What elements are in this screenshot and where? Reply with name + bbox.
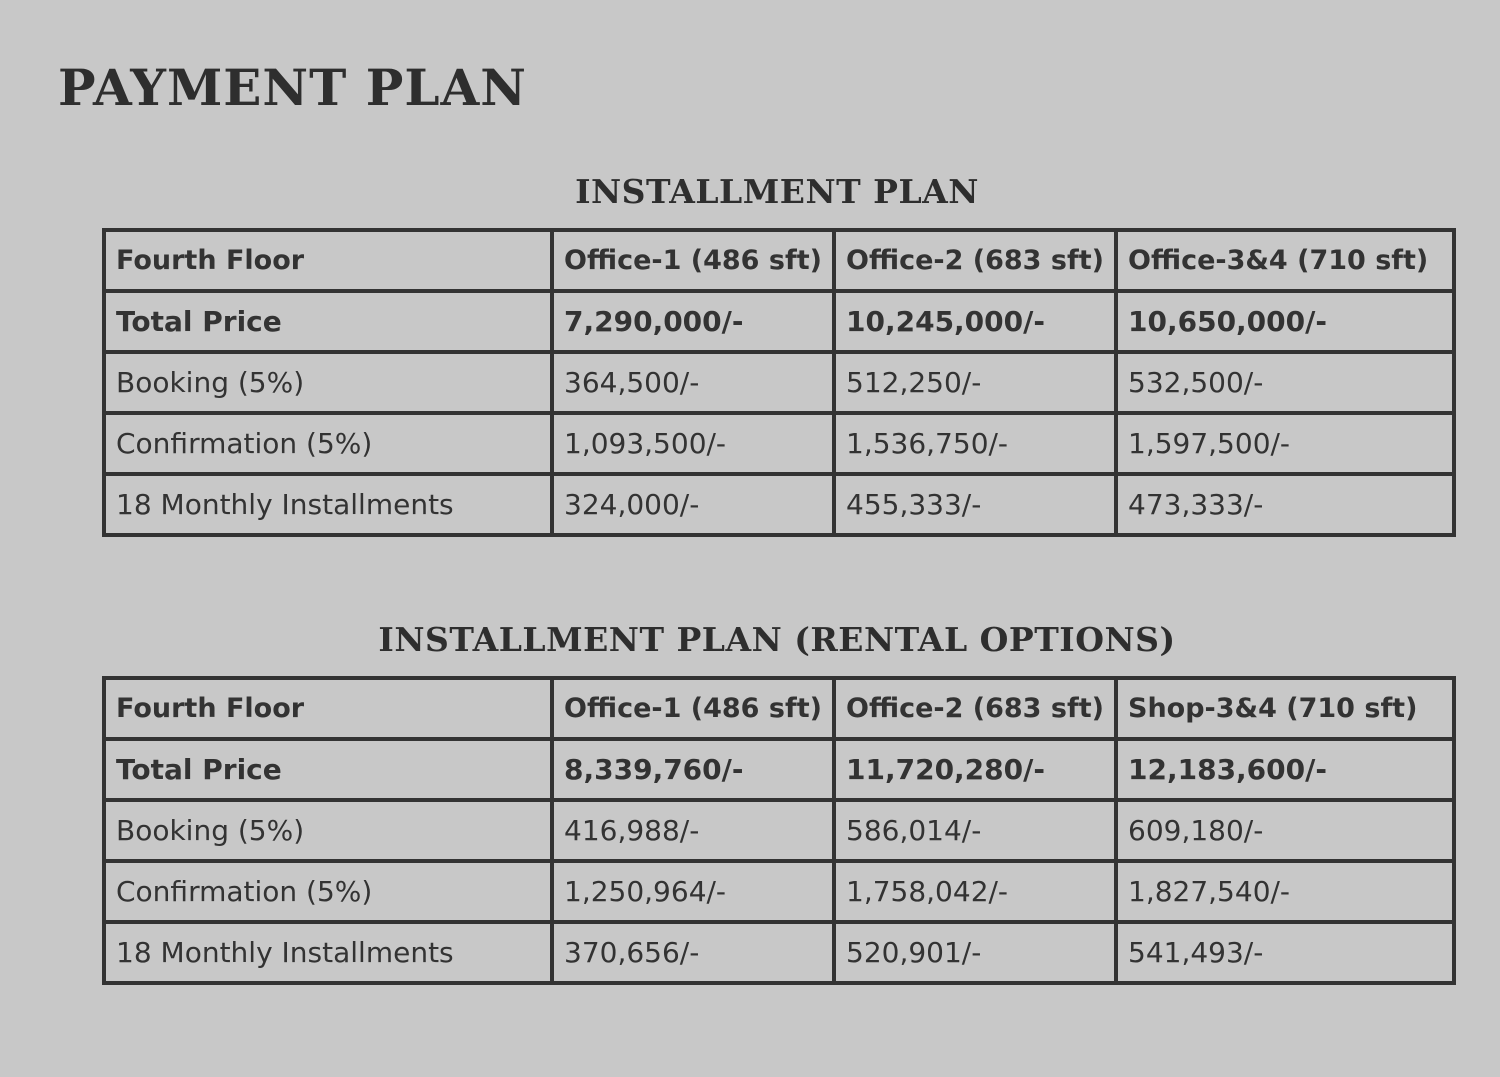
installment-plan-title: INSTALLMENT PLAN bbox=[575, 172, 979, 211]
table-cell: 10,650,000/- bbox=[1116, 291, 1454, 352]
table-cell: 1,758,042/- bbox=[834, 861, 1116, 922]
header-cell: Shop-3&4 (710 sft) bbox=[1116, 678, 1454, 739]
table-row bbox=[104, 474, 1454, 535]
header-cell: Office-3&4 (710 sft) bbox=[1116, 230, 1454, 291]
table-header-row bbox=[104, 230, 1454, 291]
header-cell: Office-2 (683 sft) bbox=[834, 678, 1116, 739]
table-row bbox=[104, 352, 1454, 413]
row-label: 18 Monthly Installments bbox=[104, 474, 552, 535]
table-row bbox=[104, 861, 1454, 922]
installment-plan-table bbox=[102, 228, 1456, 537]
row-label: Confirmation (5%) bbox=[104, 861, 552, 922]
table-cell: 324,000/- bbox=[552, 474, 834, 535]
row-label: Booking (5%) bbox=[104, 352, 552, 413]
table-row bbox=[104, 739, 1454, 800]
row-label: Booking (5%) bbox=[104, 800, 552, 861]
table-cell: 416,988/- bbox=[552, 800, 834, 861]
table-cell: 520,901/- bbox=[834, 922, 1116, 983]
table-row bbox=[104, 291, 1454, 352]
row-label: 18 Monthly Installments bbox=[104, 922, 552, 983]
table-cell: 7,290,000/- bbox=[552, 291, 834, 352]
table-cell: 1,093,500/- bbox=[552, 413, 834, 474]
table-cell: 455,333/- bbox=[834, 474, 1116, 535]
table-cell: 512,250/- bbox=[834, 352, 1116, 413]
rental-options-title: INSTALLMENT PLAN (RENTAL OPTIONS) bbox=[378, 620, 1176, 659]
header-cell: Office-1 (486 sft) bbox=[552, 230, 834, 291]
table-cell: 1,250,964/- bbox=[552, 861, 834, 922]
table-header-row bbox=[104, 678, 1454, 739]
table-cell: 1,597,500/- bbox=[1116, 413, 1454, 474]
page-title: PAYMENT PLAN bbox=[58, 58, 527, 117]
header-cell: Fourth Floor bbox=[104, 678, 552, 739]
rental-options-table bbox=[102, 676, 1456, 985]
row-label: Confirmation (5%) bbox=[104, 413, 552, 474]
table-cell: 532,500/- bbox=[1116, 352, 1454, 413]
table-row bbox=[104, 922, 1454, 983]
row-label: Total Price bbox=[104, 739, 552, 800]
table-row bbox=[104, 800, 1454, 861]
table-cell: 541,493/- bbox=[1116, 922, 1454, 983]
table-cell: 609,180/- bbox=[1116, 800, 1454, 861]
table-cell: 586,014/- bbox=[834, 800, 1116, 861]
table-cell: 8,339,760/- bbox=[552, 739, 834, 800]
row-label: Total Price bbox=[104, 291, 552, 352]
table-cell: 473,333/- bbox=[1116, 474, 1454, 535]
table-cell: 10,245,000/- bbox=[834, 291, 1116, 352]
header-cell: Fourth Floor bbox=[104, 230, 552, 291]
header-cell: Office-1 (486 sft) bbox=[552, 678, 834, 739]
table-cell: 364,500/- bbox=[552, 352, 834, 413]
table-row bbox=[104, 413, 1454, 474]
table-cell: 11,720,280/- bbox=[834, 739, 1116, 800]
table-cell: 1,827,540/- bbox=[1116, 861, 1454, 922]
table-cell: 12,183,600/- bbox=[1116, 739, 1454, 800]
table-cell: 1,536,750/- bbox=[834, 413, 1116, 474]
table-cell: 370,656/- bbox=[552, 922, 834, 983]
header-cell: Office-2 (683 sft) bbox=[834, 230, 1116, 291]
